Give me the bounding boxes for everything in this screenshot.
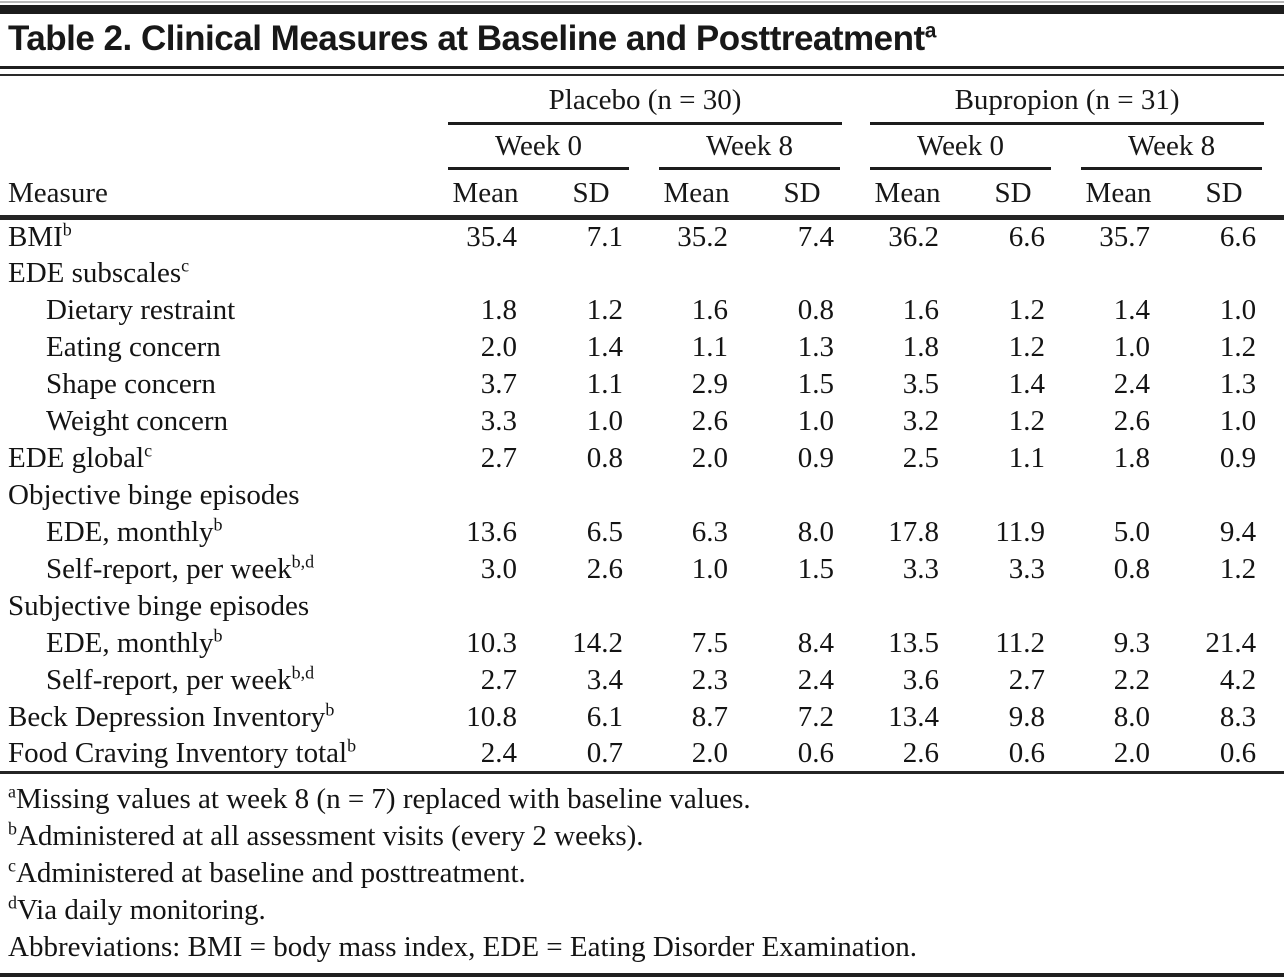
footnote (8, 892, 1276, 929)
row-label-superscript: b,d (291, 661, 315, 682)
row-label: EDE, monthly$^b$ (46, 624, 223, 659)
sd-value-cell (967, 477, 1073, 514)
table-row (0, 551, 1284, 588)
top-heavy-rule (0, 5, 1284, 14)
sd-value-cell: 0.6 (1178, 736, 1284, 773)
row-label-superscript: c (181, 254, 190, 275)
sd-value-cell: 7.4 (797, 220, 835, 253)
footnote-text: Via daily monitoring. (16, 894, 266, 926)
table-row (0, 440, 1284, 477)
mean-value-cell (862, 477, 967, 514)
table-row (0, 514, 1284, 551)
table-row (0, 477, 1284, 514)
row-label: EDE global$^c$ (8, 439, 153, 474)
sd-value-cell: 11.9 (995, 515, 1046, 548)
sd-value-cell: 11.2 (995, 626, 1046, 659)
mean-value-cell (440, 588, 545, 625)
table-row (0, 366, 1284, 403)
mean-value-cell: 2.0 (691, 441, 728, 474)
mean-value-cell: 0.8 (1113, 552, 1151, 585)
mean-value-cell (651, 255, 756, 292)
stat-header-mean: Mean (862, 170, 967, 218)
row-label-superscript: b (325, 698, 335, 719)
group-header-spacer (0, 76, 440, 125)
row-label: EDE, monthly$^b$ (46, 513, 223, 548)
mean-value-cell: 1.0 (1113, 330, 1151, 363)
mean-value-cell: 2.0 (1073, 736, 1178, 773)
sd-value-cell: 2.6 (586, 552, 623, 585)
week-header-label: Week 8 (659, 125, 840, 170)
sd-value-cell: 1.3 (1219, 367, 1257, 400)
stat-header-mean: Mean (651, 170, 756, 218)
row-label: Self-report, per week$^{b,d}$ (46, 550, 315, 585)
sd-value-cell: 0.8 (586, 441, 623, 474)
sd-value-cell (756, 588, 862, 625)
table-title-superscript: a (924, 19, 936, 43)
mean-value-cell: 1.8 (480, 293, 517, 326)
stat-header-sd: SD (545, 170, 651, 218)
row-label-superscript: b (347, 735, 357, 756)
mean-value-cell: 2.0 (480, 330, 517, 363)
row-label: Self-report, per week$^{b,d}$ (46, 661, 315, 696)
mean-value-cell: 13.6 (466, 515, 517, 548)
mean-value-cell: 13.5 (888, 626, 940, 659)
mean-value-cell (651, 477, 756, 514)
sd-value-cell: 1.0 (797, 404, 835, 437)
mean-value-cell: 17.8 (888, 515, 940, 548)
mean-value-cell (651, 588, 756, 625)
table-row (0, 699, 1284, 736)
table-row (0, 255, 1284, 292)
mean-value-cell (1073, 255, 1178, 292)
sd-value-cell: 1.4 (1008, 367, 1046, 400)
sd-value-cell: 6.1 (586, 700, 623, 733)
row-label: Food Craving Inventory total$^b$ (0, 736, 440, 773)
sd-value-cell: 1.3 (797, 330, 835, 363)
sd-value-cell: 6.6 (1008, 220, 1046, 253)
mean-value-cell: 10.8 (466, 700, 517, 733)
sd-value-cell: 21.4 (1205, 626, 1257, 659)
sd-value-cell (1178, 588, 1284, 625)
sd-value-cell: 8.4 (797, 626, 835, 659)
sd-value-cell: 8.3 (1219, 700, 1257, 733)
row-label: Beck Depression Inventory$^b$ (8, 698, 335, 733)
mean-value-cell: 2.6 (691, 404, 728, 437)
row-label-superscript: b (62, 219, 72, 240)
sd-value-cell (756, 477, 862, 514)
sd-value-cell: 1.2 (1008, 293, 1046, 326)
sd-value-cell: 1.0 (1219, 404, 1257, 437)
table-row (0, 292, 1284, 329)
mean-value-cell (862, 255, 967, 292)
mean-value-cell: 2.9 (691, 367, 728, 400)
sd-value-cell: 8.0 (797, 515, 835, 548)
mean-value-cell: 3.5 (902, 367, 940, 400)
stat-header-row (0, 170, 1284, 218)
mean-value-cell: 3.3 (480, 404, 517, 437)
footnote-text: Missing values at week 8 (n = 7) replaced with baseline values. (15, 783, 751, 815)
sd-value-cell: 1.0 (1219, 293, 1257, 326)
bottom-heavy-rule (0, 973, 1284, 977)
table-row (0, 625, 1284, 662)
sd-value-cell: 1.1 (1008, 441, 1046, 474)
footnote-text: Administered at all assessment visits (every 2 weeks). (16, 820, 644, 852)
sd-value-cell: 1.2 (1219, 552, 1257, 585)
row-label-superscript: b,d (291, 550, 315, 571)
week-header-label: Week 0 (448, 125, 629, 170)
table-row (0, 218, 1284, 255)
sd-value-cell: 0.7 (545, 736, 651, 773)
sd-value-cell: 2.4 (797, 663, 835, 696)
sd-value-cell: 6.6 (1219, 220, 1257, 253)
mean-value-cell: 2.6 (1113, 404, 1151, 437)
mean-value-cell: 1.0 (691, 552, 728, 585)
sd-value-cell: 1.1 (586, 367, 623, 400)
mean-value-cell (1073, 588, 1178, 625)
clinical-measures-table (0, 76, 1284, 774)
table-row (0, 329, 1284, 366)
group-header-bupropion-label: Bupropion (n = 31) (870, 76, 1264, 125)
mean-value-cell: 2.7 (480, 663, 517, 696)
mean-value-cell: 6.3 (691, 515, 728, 548)
group-header-row (0, 76, 1284, 125)
row-label: Dietary restraint (46, 293, 236, 326)
sd-value-cell: 9.4 (1219, 515, 1257, 548)
mean-value-cell: 2.7 (480, 441, 517, 474)
footnote-superscript: c (8, 855, 16, 876)
mean-value-cell: 2.0 (651, 736, 756, 773)
week-header-bupropion-week8 (1073, 125, 1284, 170)
week-header-spacer (0, 125, 440, 170)
footnote-superscript: a (8, 781, 16, 802)
row-label: Eating concern (46, 330, 221, 363)
footnote (8, 818, 1276, 855)
sd-value-cell: 6.5 (586, 515, 623, 548)
mean-value-cell: 8.0 (1113, 700, 1151, 733)
mean-value-cell: 2.3 (691, 663, 728, 696)
sd-value-cell: 1.0 (586, 404, 623, 437)
stat-header-sd: SD (967, 170, 1073, 218)
sd-value-cell: 14.2 (572, 626, 623, 659)
footnote-superscript: d (8, 892, 17, 913)
sd-value-cell: 0.8 (797, 293, 835, 326)
mean-value-cell (440, 477, 545, 514)
row-label-superscript: b (213, 513, 223, 534)
mean-value-cell: 35.4 (466, 220, 517, 253)
sd-value-cell (545, 588, 651, 625)
mean-value-cell: 3.7 (480, 367, 517, 400)
measure-column-header: Measure (0, 170, 440, 218)
sd-value-cell: 1.5 (797, 367, 835, 400)
mean-value-cell: 1.8 (1113, 441, 1151, 474)
mean-value-cell: 35.2 (677, 220, 728, 253)
mean-value-cell: 8.7 (691, 700, 728, 733)
mean-value-cell: 7.5 (691, 626, 728, 659)
stat-header-sd: SD (1178, 170, 1284, 218)
row-label: Shape concern (46, 367, 216, 400)
mean-value-cell: 2.2 (1113, 663, 1151, 696)
sd-value-cell: 0.9 (797, 441, 835, 474)
stat-header-sd: SD (756, 170, 862, 218)
week-header-label: Week 0 (870, 125, 1051, 170)
row-label: EDE subscales$^c$ (8, 254, 190, 289)
mean-value-cell: 1.1 (691, 330, 728, 363)
sd-value-cell: 7.1 (586, 220, 623, 253)
mean-value-cell: 1.8 (902, 330, 940, 363)
mean-value-cell: 2.4 (1113, 367, 1151, 400)
week-header-bupropion-week0 (862, 125, 1073, 170)
table-title-text: Table 2. Clinical Measures at Baseline and Posttreatment (8, 19, 925, 58)
sd-value-cell: 9.8 (1008, 700, 1046, 733)
mean-value-cell: 1.6 (691, 293, 728, 326)
table-row (0, 403, 1284, 440)
footnote (8, 855, 1276, 892)
mean-value-cell (862, 588, 967, 625)
group-header-bupropion (862, 76, 1284, 125)
row-label: BMI$^b$ (8, 219, 72, 253)
mean-value-cell: 1.6 (902, 293, 940, 326)
mean-value-cell: 9.3 (1113, 626, 1151, 659)
sd-value-cell: 3.4 (586, 663, 623, 696)
mean-value-cell: 2.4 (440, 736, 545, 773)
sd-value-cell: 1.5 (797, 552, 835, 585)
sd-value-cell (1178, 255, 1284, 292)
sd-value-cell: 1.2 (1008, 404, 1046, 437)
group-header-placebo-label: Placebo (n = 30) (448, 76, 842, 125)
mean-value-cell (1073, 477, 1178, 514)
mean-value-cell: 3.0 (480, 552, 517, 585)
mean-value-cell: 1.4 (1113, 293, 1151, 326)
week-header-placebo-week8 (651, 125, 862, 170)
sd-value-cell (545, 255, 651, 292)
mean-value-cell: 3.3 (902, 552, 940, 585)
row-label: Weight concern (46, 404, 229, 437)
row-label: Objective binge episodes (8, 478, 300, 511)
sd-value-cell: 1.2 (586, 293, 623, 326)
row-label: Subjective binge episodes (8, 589, 310, 622)
week-header-placebo-week0 (440, 125, 651, 170)
row-label-superscript: c (144, 439, 153, 460)
sd-value-cell (967, 588, 1073, 625)
top-hairline-rule (0, 1, 1284, 3)
sd-value-cell: 1.4 (586, 330, 623, 363)
group-header-placebo (440, 76, 862, 125)
sd-value-cell: 0.9 (1219, 441, 1257, 474)
mean-value-cell: 2.5 (902, 441, 940, 474)
mean-value-cell (440, 255, 545, 292)
mean-value-cell: 5.0 (1113, 515, 1151, 548)
footnote-superscript: b (8, 818, 17, 839)
sd-value-cell: 2.7 (1008, 663, 1046, 696)
mean-value-cell: 36.2 (888, 220, 940, 253)
sd-value-cell: 4.2 (1219, 663, 1257, 696)
footnotes (0, 774, 1284, 966)
sd-value-cell (545, 477, 651, 514)
week-header-row (0, 125, 1284, 170)
table-row (0, 736, 1284, 773)
sd-value-cell (756, 255, 862, 292)
mean-value-cell: 35.7 (1099, 220, 1151, 253)
table-row (0, 662, 1284, 699)
sd-value-cell (1178, 477, 1284, 514)
sd-value-cell: 0.6 (967, 736, 1073, 773)
week-header-label: Week 8 (1081, 125, 1262, 170)
table-row (0, 588, 1284, 625)
stat-header-mean: Mean (1073, 170, 1178, 218)
mean-value-cell: 3.2 (902, 404, 940, 437)
footnote (8, 929, 1276, 966)
mean-value-cell: 13.4 (888, 700, 940, 733)
mean-value-cell: 2.6 (862, 736, 967, 773)
stat-header-mean: Mean (440, 170, 545, 218)
sd-value-cell (967, 255, 1073, 292)
row-label-superscript: b (213, 624, 223, 645)
sd-value-cell: 0.6 (756, 736, 862, 773)
title-underline-rule (0, 66, 1284, 69)
footnote (8, 781, 1276, 818)
mean-value-cell: 10.3 (466, 626, 517, 659)
mean-value-cell: 3.6 (902, 663, 940, 696)
table-title (0, 14, 1284, 66)
sd-value-cell: 1.2 (1219, 330, 1257, 363)
footnote-text: Abbreviations: BMI = body mass index, EDE = Eating Disorder Examination. (8, 931, 918, 963)
sd-value-cell: 3.3 (1008, 552, 1046, 585)
sd-value-cell: 1.2 (1008, 330, 1046, 363)
sd-value-cell: 7.2 (797, 700, 835, 733)
footnote-text: Administered at baseline and posttreatment. (15, 857, 526, 889)
